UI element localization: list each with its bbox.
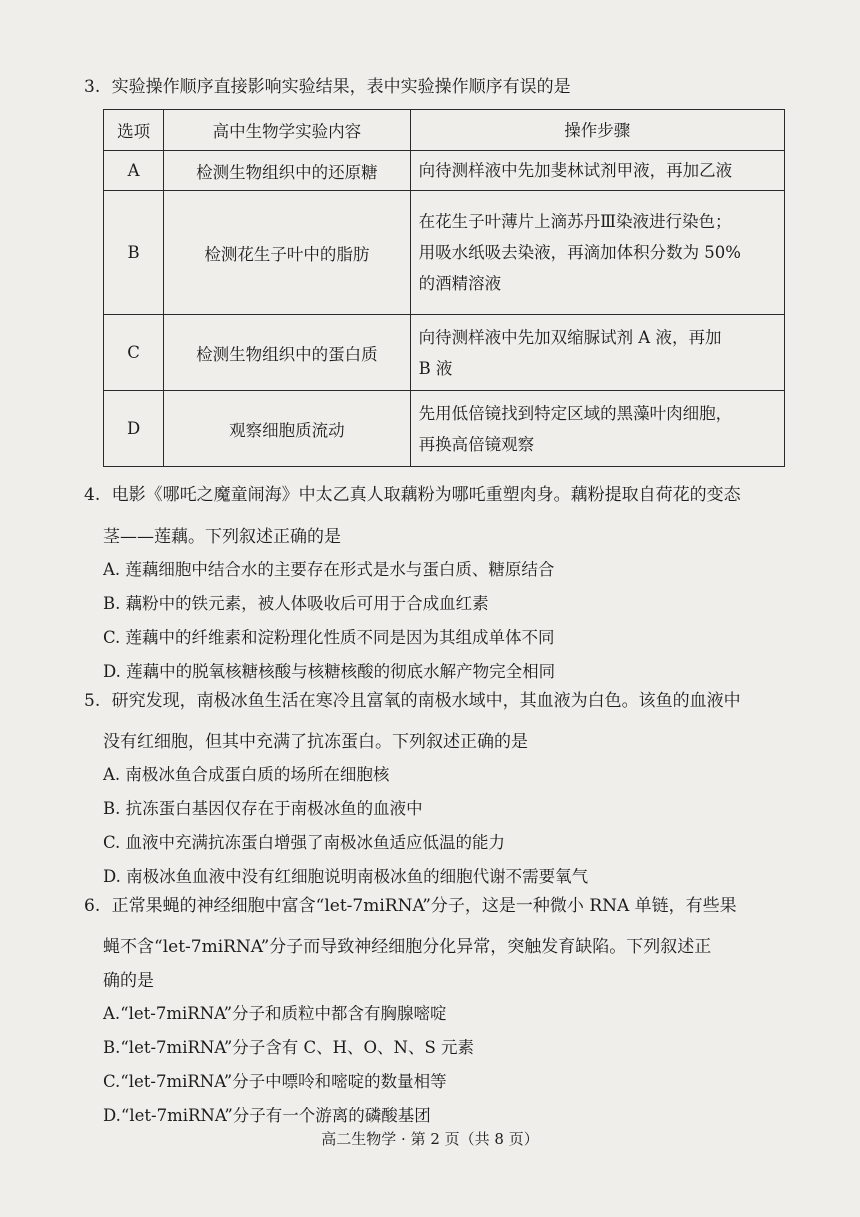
option-d[interactable]: D. 南极冰鱼血液中没有红细胞说明南极冰鱼的细胞代谢不需要氧气 [103, 867, 589, 886]
option-c[interactable]: C. 血液中充满抗冻蛋白增强了南极冰鱼适应低温的能力 [103, 833, 506, 852]
table-header-row [104, 110, 785, 151]
question-number: 3. [84, 77, 101, 97]
question-5 [84, 693, 741, 710]
option-d[interactable]: D.“let-7miRNA”分子有一个游离的磷酸基团 [103, 1106, 431, 1125]
step-line: 向待测样液中先加双缩脲试剂 A 液，再加 [418, 327, 722, 347]
row-steps [410, 391, 784, 467]
option-b[interactable]: B. 藕粉中的铁元素，被人体吸收后可用于合成血红素 [103, 594, 489, 613]
header-steps: 操作步骤 [410, 110, 784, 151]
question-4 [84, 487, 741, 504]
row-option: D [104, 391, 164, 467]
row-content: 检测生物组织中的还原糖 [164, 151, 410, 191]
row-option: C [104, 315, 164, 391]
row-option: A [104, 151, 164, 191]
option-b[interactable]: B.“let-7miRNA”分子含有 C、H、O、N、S 元素 [103, 1038, 475, 1057]
question-stem: 研究发现，南极冰鱼生活在寒冷且富氧的南极水域中，其血液为白色。该鱼的血液中 [111, 691, 741, 711]
question-stem-continued: 蝇不含“let-7miRNA”分子而导致神经细胞分化异常，突触发育缺陷。下列叙述正 [103, 937, 712, 957]
question-stem: 电影《哪吒之魔童闹海》中太乙真人取藕粉为哪吒重塑肉身。藕粉提取自荷花的变态 [111, 485, 741, 505]
header-content: 高中生物学实验内容 [164, 110, 410, 151]
row-steps [410, 191, 784, 315]
row-option: B [104, 191, 164, 315]
option-c[interactable]: C.“let-7miRNA”分子中嘌呤和嘧啶的数量相等 [103, 1072, 447, 1091]
step-line: 的酒精溶液 [418, 274, 502, 293]
step-line: 先用低倍镜找到特定区域的黑藻叶肉细胞， [418, 403, 733, 423]
option-c[interactable]: C. 莲藕中的纤维素和淀粉理化性质不同是因为其组成单体不同 [103, 628, 555, 647]
step-line: 用吸水纸吸去染液，再滴加体积分数为 50% [418, 243, 741, 262]
question-3 [84, 79, 571, 96]
question-stem: 正常果蝇的神经细胞中富含“let-7miRNA”分子，这是一种微小 RNA 单链，有些果 [111, 896, 737, 916]
table-row [104, 391, 785, 467]
question-stem: 实验操作顺序直接影响实验结果，表中实验操作顺序有误的是 [111, 77, 571, 97]
question-number: 4. [84, 485, 101, 505]
table-row [104, 315, 785, 391]
question-stem-continued: 确的是 [103, 971, 154, 991]
question-6 [84, 898, 737, 915]
step-line: B 液 [418, 358, 453, 378]
step-line: 向待测样液中先加斐林试剂甲液，再加乙液 [418, 161, 733, 180]
experiment-table [103, 109, 785, 467]
question-number: 6. [84, 896, 101, 916]
question-stem-continued: 茎——莲藕。下列叙述正确的是 [103, 527, 341, 547]
option-a[interactable]: A. 莲藕细胞中结合水的主要存在形式是水与蛋白质、糖原结合 [103, 560, 555, 579]
header-option: 选项 [104, 110, 164, 151]
step-line: 再换高倍镜观察 [418, 434, 535, 454]
option-b[interactable]: B. 抗冻蛋白基因仅存在于南极冰鱼的血液中 [103, 799, 423, 818]
table-row [104, 151, 785, 191]
row-content: 观察细胞质流动 [164, 391, 410, 467]
row-content: 检测生物组织中的蛋白质 [164, 315, 410, 391]
page-footer: 高二生物学 · 第 2 页（共 8 页） [321, 1130, 539, 1148]
row-content: 检测花生子叶中的脂肪 [164, 191, 410, 315]
table-row [104, 191, 785, 315]
step-line: 在花生子叶薄片上滴苏丹Ⅲ染液进行染色； [418, 212, 732, 231]
option-a[interactable]: A. 南极冰鱼合成蛋白质的场所在细胞核 [103, 765, 390, 784]
question-stem-continued: 没有红细胞，但其中充满了抗冻蛋白。下列叙述正确的是 [103, 732, 528, 752]
option-d[interactable]: D. 莲藕中的脱氧核糖核酸与核糖核酸的彻底水解产物完全相同 [103, 662, 556, 681]
question-number: 5. [84, 691, 101, 711]
row-steps [410, 315, 784, 391]
option-a[interactable]: A.“let-7miRNA”分子和质粒中都含有胸腺嘧啶 [103, 1004, 447, 1023]
row-steps [410, 151, 784, 191]
